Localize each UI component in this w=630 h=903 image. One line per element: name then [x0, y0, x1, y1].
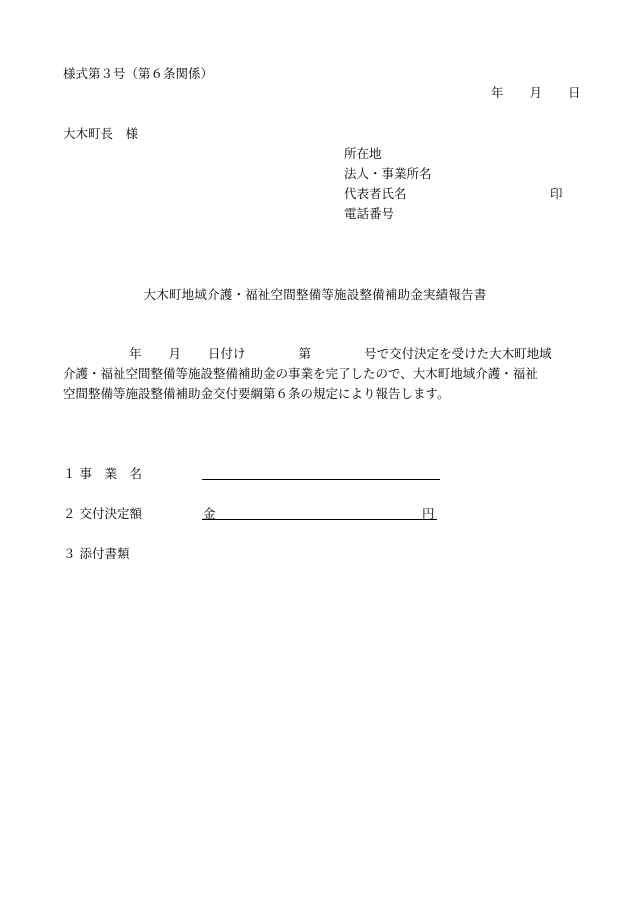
- item-grant-amount-label: ２ 交付決定額: [63, 506, 142, 521]
- body-line1-rest: 号で交付決定を受けた大木町地域: [364, 346, 552, 361]
- body-number-prefix: 第: [298, 346, 312, 361]
- project-name-blank-line: [202, 479, 440, 480]
- item-project-name-label: １ 事 業 名: [63, 466, 142, 481]
- body-month-label: 月: [168, 346, 182, 361]
- sender-block: [344, 146, 432, 226]
- body-dated-label: 日付け: [208, 346, 246, 361]
- body-line-2: 介護・福祉空間整備等施設整備補助金の事業を完了したので、大木町地域介護・福祉: [63, 366, 538, 381]
- body-year-label: 年: [129, 346, 142, 361]
- sender-phone-label: 電話番号: [344, 206, 395, 221]
- date-year-label: 年: [491, 85, 504, 100]
- addressee: 大木町長 様: [63, 126, 139, 141]
- date-day-label: 日: [568, 85, 581, 100]
- seal-mark: 印: [550, 186, 563, 201]
- amount-prefix: 金: [203, 506, 216, 521]
- sender-representative-label: 代表者氏名: [344, 186, 407, 201]
- body-line-3: 空間整備等施設整備補助金交付要綱第６条の規定により報告します。: [63, 386, 450, 401]
- body-line-1: [63, 346, 583, 366]
- document-title: 大木町地域介護・福祉空間整備等施設整備補助金実績報告書: [143, 287, 487, 302]
- item-attachments-label: ３ 添付書類: [63, 546, 130, 561]
- date-line: [491, 85, 581, 101]
- form-number: 様式第３号（第６条関係）: [63, 66, 214, 81]
- date-month-label: 月: [529, 85, 543, 100]
- grant-amount-blank-line: [202, 519, 437, 520]
- sender-company-label: 法人・事業所名: [344, 166, 432, 181]
- amount-suffix: 円: [422, 506, 435, 521]
- sender-address-label: 所在地: [344, 146, 382, 161]
- report-body: [63, 346, 583, 406]
